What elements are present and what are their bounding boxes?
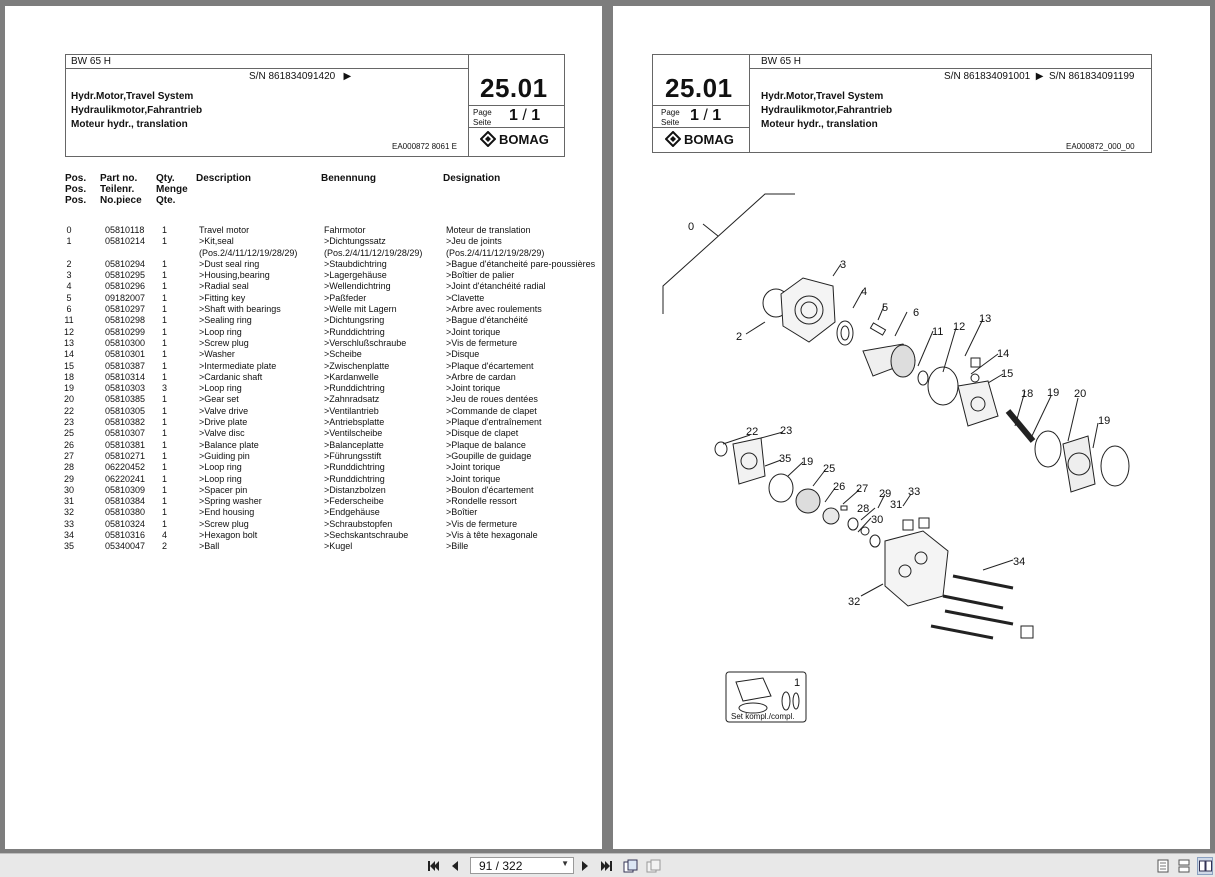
row-pos: 22 [63, 405, 74, 416]
row-benennung: Fahrmotor [324, 225, 366, 235]
row-designation: >Joint torique [446, 462, 501, 473]
row-benennung: >Endgehäuse [324, 507, 380, 518]
row-qty: 2 [162, 541, 168, 552]
row-description: >Cardanic shaft [199, 371, 263, 382]
row-description: >Valve drive [199, 405, 249, 416]
model-label: BW 65 H [761, 56, 802, 67]
callout-26: 26 [833, 481, 846, 493]
row-description: (Pos.2/4/11/12/19/28/29) [199, 247, 298, 258]
parts-header-box [65, 54, 565, 157]
row-description: >Spacer pin [199, 484, 248, 495]
row-description: >Guiding pin [199, 450, 250, 461]
callout-5: 5 [882, 302, 889, 314]
row-pos: 29 [63, 473, 74, 484]
row-pos: 31 [63, 496, 74, 507]
paste-pages-icon [646, 859, 662, 873]
section-number: 25.01 [480, 73, 548, 103]
row-part-number: 05810300 [105, 337, 146, 348]
row-qty: 1 [162, 450, 168, 461]
row-part-number: 05810295 [105, 270, 146, 281]
row-benennung: >Lagergehäuse [324, 270, 387, 281]
col-pos-header: Pos. Pos. Pos. [65, 173, 87, 206]
chevron-down-icon[interactable]: ▼ [561, 859, 569, 868]
row-benennung: >Federscheibe [324, 496, 384, 507]
row-description: >Loop ring [199, 383, 242, 394]
serial-number: S/N 861834091420 ▶ [249, 71, 352, 82]
bomag-logo: BOMAG [665, 131, 734, 147]
row-benennung: >Runddichtring [324, 473, 385, 484]
row-designation: >Commande de clapet [446, 405, 537, 416]
bomag-logo: BOMAG [480, 131, 549, 147]
row-description: >Shaft with bearings [199, 304, 281, 315]
row-pos: 11 [64, 315, 74, 326]
callout-25: 25 [823, 463, 836, 475]
callout-33: 33 [908, 486, 921, 498]
row-benennung: >Kugel [324, 541, 353, 552]
drawing-code: EA000872_000_00 [1066, 142, 1135, 151]
callout-34: 34 [1013, 556, 1026, 568]
paste-pages-button[interactable] [645, 857, 663, 875]
row-part-number: 05810316 [105, 530, 146, 541]
row-designation: >Plaque de balance [446, 439, 526, 450]
callout-19c: 19 [801, 456, 814, 468]
next-page-button[interactable] [578, 857, 592, 875]
row-benennung: >Dichtungsring [324, 315, 385, 326]
row-qty: 1 [162, 292, 168, 303]
row-pos: 14 [63, 349, 74, 360]
row-part-number: 05810387 [105, 360, 146, 371]
row-designation: >Jeu de roues dentées [446, 394, 538, 405]
callout-27: 27 [856, 483, 869, 495]
first-page-button[interactable] [426, 857, 442, 875]
last-page-icon [600, 860, 612, 872]
row-description: >Dust seal ring [199, 258, 260, 269]
row-designation: >Bague d'étancheité pare-poussières [446, 258, 596, 269]
pdf-navigation-toolbar [0, 853, 1215, 877]
two-page-icon [1199, 860, 1212, 872]
two-page-view-button[interactable] [1197, 857, 1213, 875]
row-pos: 13 [63, 337, 74, 348]
row-benennung: >Balanceplatte [324, 439, 384, 450]
row-qty: 1 [162, 315, 168, 326]
row-pos: 34 [63, 530, 74, 541]
row-description: >Radial seal [199, 281, 249, 292]
row-designation: >Boulon d'écartement [446, 484, 534, 495]
row-designation: >Goupille de guidage [446, 450, 532, 461]
row-pos: 4 [66, 281, 72, 292]
row-pos: 23 [63, 417, 74, 428]
row-designation: >Disque de clapet [446, 428, 519, 439]
bomag-diamond-icon [665, 131, 681, 147]
row-part-number: 05810298 [105, 315, 146, 326]
row-description: >Hexagon bolt [199, 530, 258, 541]
callout-32: 32 [848, 596, 861, 608]
row-description: >Washer [199, 349, 235, 360]
row-part-number: 09182007 [105, 292, 146, 303]
row-benennung: >Führungsstift [324, 450, 382, 461]
row-designation: >Joint torique [446, 473, 501, 484]
prev-page-icon [450, 860, 460, 872]
row-designation: >Bille [446, 541, 469, 552]
row-pos: 28 [63, 462, 74, 473]
row-qty: 1 [162, 337, 168, 348]
row-benennung: >Zwischenplatte [324, 360, 390, 371]
row-qty: 1 [162, 258, 168, 269]
row-qty: 1 [162, 360, 168, 371]
callout-18: 18 [1021, 388, 1034, 400]
row-benennung: >Welle mit Lagern [324, 304, 397, 315]
row-part-number: 05810296 [105, 281, 146, 292]
row-benennung: >Ventilscheibe [324, 428, 383, 439]
callout-31: 31 [890, 499, 903, 511]
row-benennung: >Zahnradsatz [324, 394, 380, 405]
bomag-diamond-icon [480, 131, 496, 147]
row-description: >Balance plate [199, 439, 259, 450]
row-qty: 4 [162, 530, 168, 541]
row-designation: >Vis de fermeture [446, 518, 518, 529]
page-number-input[interactable] [470, 857, 574, 874]
row-designation: >Rondelle ressort [446, 496, 517, 507]
row-benennung: >Kardanwelle [324, 371, 379, 382]
row-part-number: 06220241 [105, 473, 146, 484]
row-benennung: >Runddichtring [324, 383, 385, 394]
row-description: >Screw plug [199, 518, 249, 529]
callout-29: 29 [879, 488, 892, 500]
row-qty: 1 [162, 417, 168, 428]
row-benennung: >Sechskantschraube [324, 530, 409, 541]
inset-label: Set kompl./compl. [731, 712, 795, 721]
callout-22: 22 [746, 426, 759, 438]
row-pos: 15 [63, 360, 74, 371]
row-pos: 1 [66, 236, 72, 247]
title-fr: Moteur hydr., translation [71, 119, 188, 130]
callout-30: 30 [871, 514, 884, 526]
row-description: >Fitting key [199, 292, 246, 303]
row-description: >Housing,bearing [199, 270, 270, 281]
row-description: >Loop ring [199, 326, 242, 337]
row-benennung: (Pos.2/4/11/12/19/28/29) [324, 247, 423, 258]
row-qty: 3 [162, 383, 168, 394]
row-designation: >Plaque d'entraînement [446, 417, 542, 428]
row-designation: >Arbre avec roulements [446, 304, 542, 315]
title-fr: Moteur hydr., translation [761, 119, 878, 130]
row-benennung: >Distanzbolzen [324, 484, 386, 495]
row-description: >End housing [199, 507, 255, 518]
single-page-icon [1157, 859, 1169, 873]
row-part-number: 05810382 [105, 417, 146, 428]
row-part-number: 05810271 [105, 450, 146, 461]
row-part-number: 05810305 [105, 405, 146, 416]
row-part-number: 05810301 [105, 349, 146, 360]
row-benennung: >Schraubstopfen [324, 518, 393, 529]
row-designation: >Vis de fermeture [446, 337, 518, 348]
row-description: >Ball [199, 541, 220, 552]
row-pos: 6 [66, 304, 72, 315]
callout-20: 20 [1074, 388, 1087, 400]
row-pos: 0 [66, 225, 72, 235]
drawing-header-box [652, 54, 1152, 153]
prev-page-button[interactable] [448, 857, 462, 875]
serial-range: S/N 861834091001 ▶ S/N 861834091199 [944, 71, 1135, 82]
row-part-number: 05340047 [105, 541, 146, 552]
row-part-number: 05810380 [105, 507, 146, 518]
row-qty: 1 [162, 326, 168, 337]
row-description: >Kit,seal [199, 236, 234, 247]
row-pos: 19 [63, 383, 74, 394]
row-qty: 1 [162, 507, 168, 518]
row-qty: 1 [162, 405, 168, 416]
row-benennung: >Staubdichtring [324, 258, 387, 269]
callout-2: 2 [736, 331, 743, 343]
row-part-number: 05810297 [105, 304, 146, 315]
row-benennung: >Wellendichtring [324, 281, 391, 292]
model-label: BW 65 H [71, 56, 112, 67]
row-part-number: 05810303 [105, 383, 146, 394]
col-benennung-header: Benennung [321, 173, 376, 184]
row-pos: 18 [63, 371, 74, 382]
row-pos: 25 [63, 428, 74, 439]
continuous-page-icon [1178, 859, 1190, 873]
row-description: >Valve disc [199, 428, 245, 439]
document-page-right [613, 6, 1210, 849]
callout-12: 12 [953, 321, 966, 333]
row-qty: 1 [162, 439, 168, 450]
row-qty: 1 [162, 462, 168, 473]
row-part-number: 05810299 [105, 326, 146, 337]
row-description: >Screw plug [199, 337, 249, 348]
row-benennung: >Ventilantrieb [324, 405, 379, 416]
row-description: >Sealing ring [199, 315, 252, 326]
col-description-header: Description [196, 173, 252, 184]
row-benennung: >Dichtungssatz [324, 236, 386, 247]
row-designation: >Plaque d'écartement [446, 360, 534, 371]
drawing-code: EA000872 8061 E [392, 142, 457, 151]
row-pos: 3 [66, 270, 72, 281]
row-designation: >Vis à tête hexagonale [446, 530, 538, 541]
row-pos: 20 [63, 394, 74, 405]
row-designation: >Bague d'étanchéité [446, 315, 529, 326]
document-page-left [5, 6, 602, 849]
row-designation: (Pos.2/4/11/12/19/28/29) [446, 247, 545, 258]
row-qty: 1 [162, 496, 168, 507]
row-benennung: >Antriebsplatte [324, 417, 385, 428]
row-description: >Loop ring [199, 462, 242, 473]
callout-6: 6 [913, 307, 920, 319]
continuous-view-button[interactable] [1176, 857, 1192, 875]
callout-15: 15 [1001, 368, 1014, 380]
callout-19b: 19 [1098, 415, 1111, 427]
callout-19a: 19 [1047, 387, 1060, 399]
title-en: Hydr.Motor,Travel System [761, 91, 884, 102]
row-pos: 2 [66, 258, 72, 269]
row-designation: >Boîtier [446, 507, 478, 518]
row-part-number: 05810381 [105, 439, 146, 450]
row-pos: 12 [63, 326, 74, 337]
row-qty: 1 [162, 428, 168, 439]
row-part-number: 05810214 [105, 236, 146, 247]
callout-0: 0 [688, 221, 695, 233]
row-pos: 35 [63, 541, 74, 552]
row-designation: >Disque [446, 349, 480, 360]
row-part-number: 05810384 [105, 496, 146, 507]
row-pos: 33 [63, 518, 74, 529]
copy-pages-icon [623, 859, 639, 873]
row-designation: >Clavette [446, 292, 485, 303]
page-indicator-text: 91 / 322 [479, 858, 523, 873]
row-pos: 5 [66, 292, 72, 303]
row-qty: 1 [162, 484, 168, 495]
row-pos: 30 [63, 484, 74, 495]
page-counter: 1 / 1 [690, 107, 722, 124]
row-benennung: >Paßfeder [324, 292, 367, 303]
row-qty: 1 [162, 371, 168, 382]
row-benennung: >Runddichtring [324, 326, 385, 337]
row-part-number: 05810307 [105, 428, 146, 439]
title-en: Hydr.Motor,Travel System [71, 91, 194, 102]
row-qty: 1 [162, 225, 168, 235]
row-qty: 1 [162, 518, 168, 529]
callout-4: 4 [861, 286, 868, 298]
callout-28: 28 [857, 503, 870, 515]
row-benennung: >Runddichtring [324, 462, 385, 473]
single-page-view-button[interactable] [1155, 857, 1171, 875]
row-description: >Drive plate [199, 417, 248, 428]
section-number: 25.01 [665, 73, 733, 103]
row-description: >Gear set [199, 394, 239, 405]
title-de: Hydraulikmotor,Fahrantrieb [71, 105, 203, 116]
last-page-button[interactable] [598, 857, 614, 875]
callout-11: 11 [932, 326, 944, 338]
row-designation: >Jeu de joints [446, 236, 502, 247]
row-part-number: 06220452 [105, 462, 146, 473]
rotate-view-button[interactable] [622, 857, 640, 875]
page-label: Page Seite [661, 108, 680, 127]
row-part-number: 05810309 [105, 484, 146, 495]
row-qty: 1 [162, 394, 168, 405]
row-designation: >Arbre de cardan [446, 371, 516, 382]
row-description: Travel motor [199, 225, 250, 235]
page-counter: 1 / 1 [509, 107, 541, 124]
callout-13: 13 [979, 313, 992, 325]
row-qty: 1 [162, 304, 168, 315]
callout-23: 23 [780, 425, 793, 437]
row-pos: 26 [63, 439, 74, 450]
row-description: >Intermediate plate [199, 360, 277, 371]
row-designation: >Joint d'étanchéité radial [446, 281, 546, 292]
row-description: >Loop ring [199, 473, 242, 484]
row-part-number: 05810385 [105, 394, 146, 405]
row-qty: 1 [162, 473, 168, 484]
first-page-icon [428, 860, 440, 872]
row-qty: 1 [162, 349, 168, 360]
col-qty-header: Qty. Menge Qte. [156, 173, 188, 206]
row-designation: >Boîtier de palier [446, 270, 515, 281]
callout-35: 35 [779, 453, 792, 465]
row-part-number: 05810314 [105, 371, 146, 382]
row-designation: >Joint torique [446, 326, 501, 337]
row-designation: >Joint torique [446, 383, 501, 394]
col-part-header: Part no. Teilenr. No.piece [100, 173, 142, 206]
row-description: >Spring washer [199, 496, 262, 507]
row-part-number: 05810324 [105, 518, 146, 529]
title-de: Hydraulikmotor,Fahrantrieb [761, 105, 893, 116]
inset-callout-1: 1 [794, 677, 801, 689]
row-pos: 32 [63, 507, 74, 518]
row-part-number: 05810118 [105, 225, 145, 235]
callout-14: 14 [997, 348, 1010, 360]
row-designation: Moteur de translation [446, 225, 531, 235]
row-benennung: >Scheibe [324, 349, 362, 360]
row-benennung: >Verschlußschraube [324, 337, 407, 348]
callout-3: 3 [840, 259, 847, 271]
row-qty: 1 [162, 281, 168, 292]
col-designation-header: Designation [443, 173, 501, 184]
row-qty: 1 [162, 270, 168, 281]
next-page-icon [580, 860, 590, 872]
exploded-view-drawing [653, 186, 1173, 746]
row-qty: 1 [162, 236, 168, 247]
row-pos: 27 [63, 450, 74, 461]
row-part-number: 05810294 [105, 258, 146, 269]
page-label: Page Seite [473, 108, 492, 127]
